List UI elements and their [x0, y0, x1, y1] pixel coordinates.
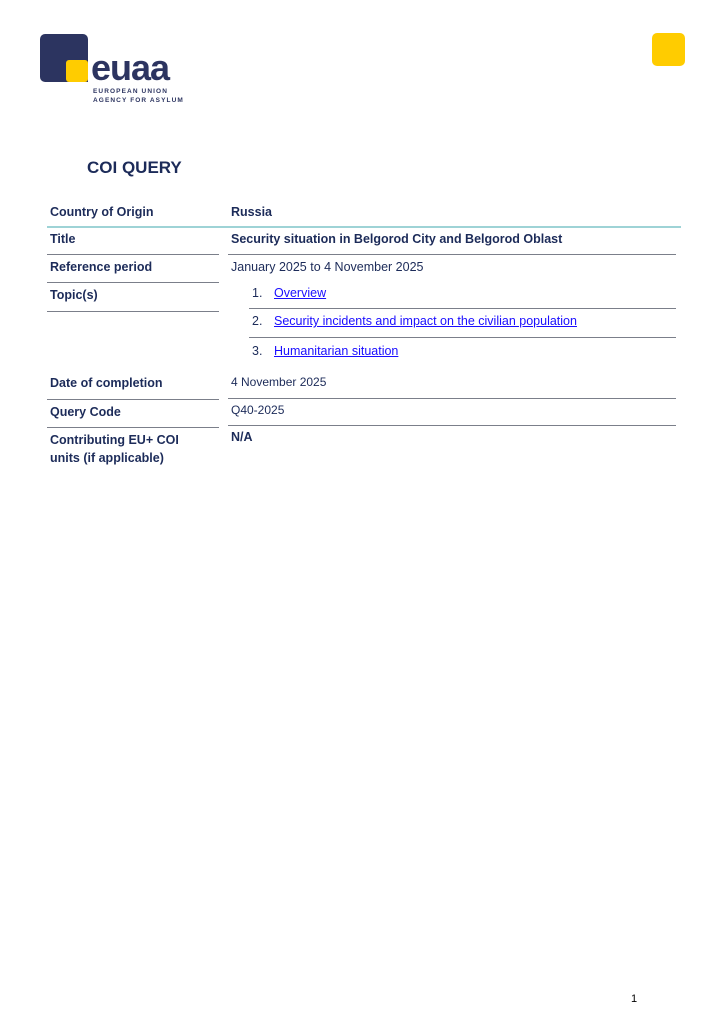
topics-label: Topic(s) — [50, 288, 98, 302]
topic-link-overview[interactable]: Overview — [274, 286, 327, 300]
logo-wordmark: euaa — [91, 47, 170, 88]
completion-label: Date of completion — [50, 376, 163, 390]
page-number: 1 — [631, 993, 638, 1005]
query-code-label: Query Code — [50, 405, 121, 419]
topic-item — [252, 313, 577, 330]
row-divider — [47, 254, 219, 255]
topic-number: 1. — [252, 286, 263, 300]
row-divider — [47, 399, 219, 400]
topic-item — [252, 285, 326, 302]
logo-subtitle-line1: EUROPEAN UNION — [93, 88, 168, 95]
reference-period-label: Reference period — [50, 260, 153, 274]
reference-period-value: January 2025 to 4 November 2025 — [231, 260, 424, 274]
contributing-value: N/A — [231, 430, 253, 444]
contributing-label-line2: units (if applicable) — [50, 451, 164, 465]
title-value: Security situation in Belgorod City and Belgorod Oblast — [231, 232, 563, 246]
country-label: Country of Origin — [50, 205, 154, 219]
page-title: COI QUERY — [87, 158, 182, 177]
topic-number: 2. — [252, 314, 263, 328]
topic-link-security-incidents[interactable]: Security incidents and impact on the civilian population — [274, 314, 577, 328]
row-divider — [47, 427, 219, 428]
contributing-label-line1: Contributing EU+ COI — [50, 433, 179, 447]
corner-yellow-square — [652, 33, 685, 66]
logo-subtitle-line2: AGENCY FOR ASYLUM — [93, 97, 184, 104]
euaa-logo — [40, 34, 190, 108]
row-divider — [228, 425, 676, 426]
title-label: Title — [50, 232, 76, 246]
row-divider — [249, 337, 676, 338]
row-divider — [47, 282, 219, 283]
completion-value: 4 November 2025 — [231, 375, 327, 389]
country-value: Russia — [231, 205, 272, 219]
topic-link-humanitarian[interactable]: Humanitarian situation — [274, 344, 399, 358]
topic-item — [252, 343, 398, 360]
header-divider — [47, 226, 681, 228]
query-code-value: Q40-2025 — [231, 403, 285, 417]
topic-number: 3. — [252, 344, 263, 358]
logo-mark-yellow-square — [66, 60, 88, 82]
row-divider — [228, 398, 676, 399]
row-divider — [249, 308, 676, 309]
row-divider — [47, 311, 219, 312]
row-divider — [228, 254, 676, 255]
